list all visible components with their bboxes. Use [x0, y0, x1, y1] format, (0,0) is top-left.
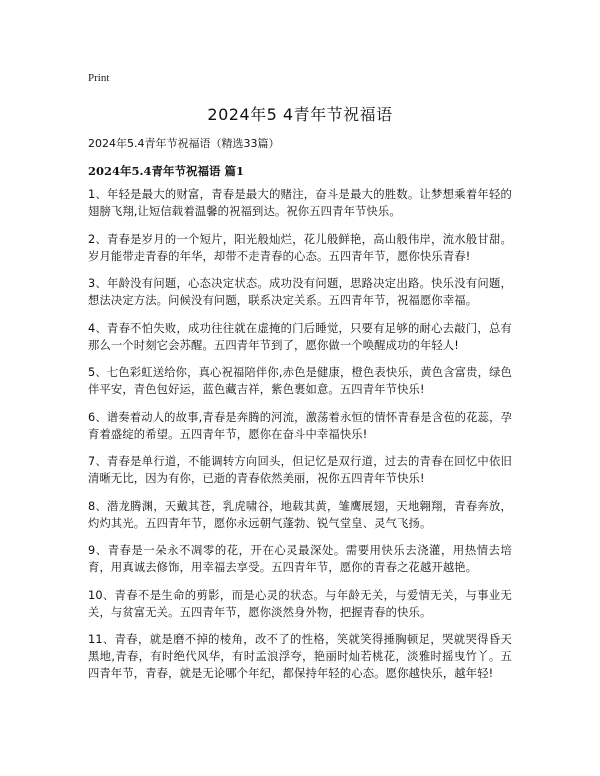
paragraph: 6、谱奏着动人的故事,青春是奔腾的河流，激荡着永恒的情怀青春是含苞的花蕊，孕育着盛绽的希望。五四青年节，愿你在奋斗中幸福快乐!: [88, 410, 512, 441]
paragraph-list: [88, 186, 512, 693]
paragraph: 8、潜龙腾渊，天戴其苍，乳虎啸谷，地载其黄，雏鹰展翅，天地翱翔，青春奔放，灼灼其光。五四青年节，愿你永远朝气蓬勃、锐气堂皇、灵气飞扬。: [88, 499, 512, 530]
document-title: 2024年5 4青年节祝福语: [207, 105, 393, 124]
paragraph: 11、青春，就是磨不掉的棱角，改不了的性格，笑就笑得捶胸顿足，哭就哭得昏天黑地,青春，有时绝代风华，有时孟浪浮夸，艳丽时灿若桃花，淡雅时摇曳竹丫。五四青年节，青春，就是无论哪个年纪，都保持年轻的心态。愿你越快乐，越年轻!: [88, 633, 512, 680]
paragraph: 3、年龄没有问题，心态决定状态。成功没有问题，思路决定出路。快乐没有问题，想法决定方法。问候没有问题，联系决定关系。五四青年节，祝福愿你幸福。: [88, 277, 512, 307]
paragraph: 9、青春是一朵永不凋零的花，开在心灵最深处。需要用快乐去浇灌，用热情去培育，用真诚去修饰，用幸福去享受。五四青年节，愿你的青春之花越开越艳。: [88, 544, 512, 574]
document-subtitle: 2024年5.4青年节祝福语（精选33篇）: [88, 137, 280, 150]
paragraph: 10、青春不是生命的剪影，而是心灵的状态。与年龄无关，与爱情无关，与事业无关，与贫富无关。五四青年节，愿你淡然身外物，把握青春的快乐。: [88, 588, 512, 619]
section-heading: 2024年5.4青年节祝福语 篇1: [88, 164, 245, 178]
paragraph: 1、年轻是最大的财富，青春是最大的赌注，奋斗是最大的胜数。让梦想乘着年轻的翅膀飞翔,让短信载着温馨的祝福到达。祝你五四青年节快乐。: [88, 188, 512, 218]
paragraph: 7、青春是单行道，不能调转方向回头，但记忆是双行道，过去的青春在回忆中依旧清晰无比，因为有你，已逝的青春依然美丽，祝你五四青年节快乐!: [88, 455, 512, 485]
paragraph: 5、七色彩虹送给你，真心祝福陪伴你,赤色是健康，橙色表快乐，黄色含富贵，绿色伴平安，青色包好运，蓝色藏吉祥，紫色裹如意。五四青年节快乐!: [88, 366, 512, 396]
paragraph: 4、青春不怕失败，成功往往就在虚掩的门后睡觉，只要有足够的耐心去敲门，总有那么一个时刻它会苏醒。五四青年节到了，愿你做一个唤醒成功的年轻人!: [88, 321, 512, 352]
paragraph: 2、青春是岁月的一个短片，阳光般灿烂，花儿般鲜艳，高山般伟岸，流水般甘甜。岁月能带走青春的年华，却带不走青春的心态。五四青年节，愿你快乐青春!: [88, 232, 512, 263]
print-label: Print: [88, 72, 110, 84]
